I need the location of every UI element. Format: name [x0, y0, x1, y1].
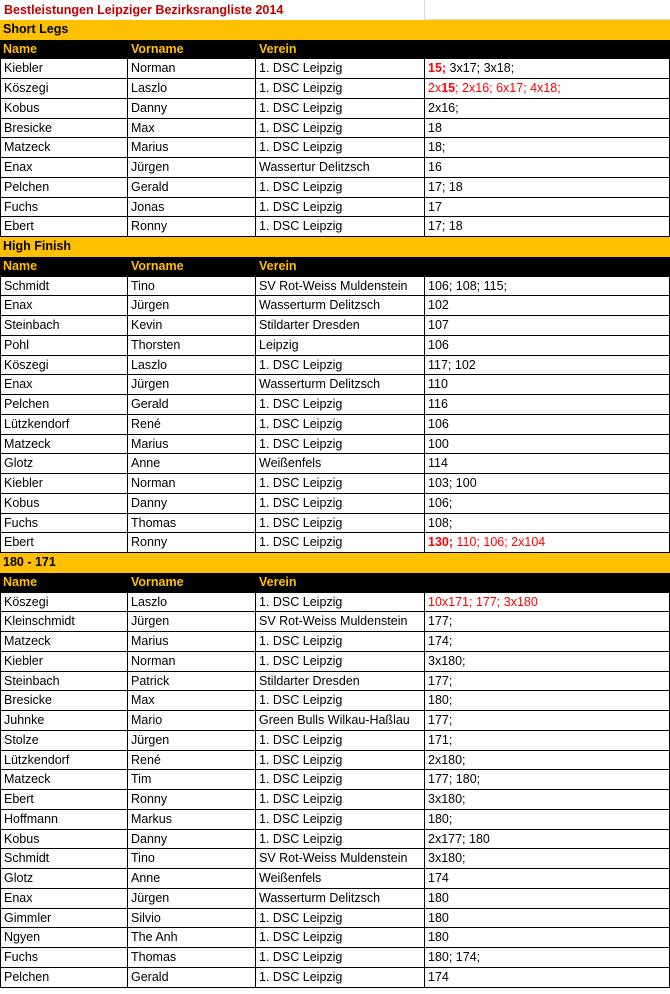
table-row: [0, 277, 670, 297]
vorname-cell: Marius: [128, 138, 256, 158]
table-row: [0, 59, 670, 79]
column-header-name: Name: [3, 574, 38, 589]
verein-cell: 1. DSC Leipzig: [256, 119, 425, 139]
column-header-name: Name: [3, 258, 38, 273]
name-cell: Gimmler: [0, 909, 128, 929]
name-cell: Glotz: [0, 454, 128, 474]
result-cell: [425, 435, 670, 455]
column-header-row: [0, 573, 670, 593]
vorname-cell: Max: [128, 119, 256, 139]
column-header-vorname: Vorname: [131, 41, 184, 56]
name-cell: Enax: [0, 889, 128, 909]
name-cell: Bresicke: [0, 119, 128, 139]
table-row: [0, 948, 670, 968]
table-row: [0, 514, 670, 534]
result-segment: 180;: [428, 693, 453, 708]
name-cell: Lützkendorf: [0, 751, 128, 771]
vorname-cell: Norman: [128, 652, 256, 672]
verein-cell: 1. DSC Leipzig: [256, 99, 425, 119]
name-cell: Köszegi: [0, 356, 128, 376]
table-row: [0, 790, 670, 810]
verein-cell: 1. DSC Leipzig: [256, 435, 425, 455]
name-cell: Enax: [0, 375, 128, 395]
name-cell: Juhnke: [0, 711, 128, 731]
result-cell: [425, 178, 670, 198]
column-header-value: [425, 573, 670, 593]
result-segment: 177;: [428, 614, 453, 629]
result-segment: 17; 18: [428, 219, 463, 234]
vorname-cell: Laszlo: [128, 79, 256, 99]
vorname-cell: René: [128, 415, 256, 435]
column-header-verein: Verein: [259, 41, 297, 56]
result-segment: 114: [428, 456, 448, 471]
result-segment: 107: [428, 318, 449, 332]
verein-cell: SV Rot-Weiss Muldenstein: [256, 277, 425, 297]
title-blank-cell: [425, 0, 670, 20]
table-row: [0, 138, 670, 158]
table-row: [0, 711, 670, 731]
result-cell: [425, 810, 670, 830]
verein-cell: 1. DSC Leipzig: [256, 790, 425, 810]
verein-cell: SV Rot-Weiss Muldenstein: [256, 612, 425, 632]
name-cell: Kleinschmidt: [0, 612, 128, 632]
verein-cell: 1. DSC Leipzig: [256, 514, 425, 534]
result-segment: 106: [428, 416, 449, 431]
result-cell: [425, 59, 670, 79]
name-cell: Hoffmann: [0, 810, 128, 830]
verein-cell: 1. DSC Leipzig: [256, 178, 425, 198]
result-segment: 171;: [428, 732, 453, 747]
vorname-cell: Norman: [128, 59, 256, 79]
vorname-cell: Jürgen: [128, 731, 256, 751]
result-cell: [425, 415, 670, 435]
section-header: [0, 237, 670, 257]
result-segment: 100: [428, 436, 449, 451]
result-cell: [425, 612, 670, 632]
table-row: [0, 336, 670, 356]
result-segment: 3x180;: [428, 653, 466, 668]
name-cell: Ngyen: [0, 928, 128, 948]
column-header-name: Name: [3, 41, 38, 56]
result-cell: [425, 533, 670, 553]
name-cell: Kiebler: [0, 474, 128, 494]
column-header-value: [425, 257, 670, 277]
result-segment: 110; 106; 2x104: [453, 535, 546, 550]
name-cell: Pelchen: [0, 178, 128, 198]
column-header-verein: Verein: [259, 258, 297, 273]
name-cell: Pelchen: [0, 968, 128, 988]
vorname-cell: Anne: [128, 454, 256, 474]
result-cell: [425, 514, 670, 534]
table-row: [0, 810, 670, 830]
verein-cell: 1. DSC Leipzig: [256, 593, 425, 613]
result-cell: [425, 830, 670, 850]
result-cell: [425, 770, 670, 790]
name-cell: Kobus: [0, 830, 128, 850]
result-cell: [425, 217, 670, 237]
result-segment: 180: [428, 930, 449, 945]
vorname-cell: Tino: [128, 849, 256, 869]
vorname-cell: Ronny: [128, 790, 256, 810]
vorname-cell: Danny: [128, 99, 256, 119]
result-segment: 102: [428, 298, 449, 313]
vorname-cell: Danny: [128, 494, 256, 514]
name-cell: Kiebler: [0, 59, 128, 79]
name-cell: Köszegi: [0, 79, 128, 99]
name-cell: Matzeck: [0, 770, 128, 790]
section-header: [0, 20, 670, 40]
table-row: [0, 217, 670, 237]
vorname-cell: Norman: [128, 474, 256, 494]
vorname-cell: Mario: [128, 711, 256, 731]
table-row: [0, 415, 670, 435]
name-cell: Kobus: [0, 99, 128, 119]
table-row: [0, 770, 670, 790]
result-cell: [425, 889, 670, 909]
vorname-cell: Ronny: [128, 533, 256, 553]
name-cell: Lützkendorf: [0, 415, 128, 435]
table-row: [0, 395, 670, 415]
result-cell: [425, 849, 670, 869]
name-cell: Fuchs: [0, 198, 128, 218]
result-segment: 2x16;: [428, 100, 459, 115]
vorname-cell: Thomas: [128, 948, 256, 968]
title-row: [0, 0, 670, 20]
vorname-cell: Markus: [128, 810, 256, 830]
verein-cell: 1. DSC Leipzig: [256, 691, 425, 711]
table-row: [0, 869, 670, 889]
result-cell: [425, 691, 670, 711]
table-row: [0, 454, 670, 474]
result-cell: [425, 158, 670, 178]
result-cell: [425, 711, 670, 731]
result-segment: 10x171; 177; 3x180: [428, 594, 538, 609]
result-segment: 108;: [428, 515, 453, 530]
result-cell: [425, 928, 670, 948]
verein-cell: Weißenfels: [256, 454, 425, 474]
verein-cell: 1. DSC Leipzig: [256, 474, 425, 494]
verein-cell: Wasserturm Delitzsch: [256, 296, 425, 316]
result-cell: [425, 198, 670, 218]
vorname-cell: Max: [128, 691, 256, 711]
result-segment: 177;: [428, 713, 453, 727]
table-row: [0, 474, 670, 494]
table-row: [0, 178, 670, 198]
result-segment: 2x: [428, 81, 442, 95]
result-segment: 106; 108; 115;: [428, 278, 508, 293]
result-segment: ; 2x16; 6x17; 4x18;: [455, 81, 561, 95]
result-segment: 18;: [428, 140, 446, 155]
result-cell: [425, 375, 670, 395]
result-cell: [425, 632, 670, 652]
verein-cell: 1. DSC Leipzig: [256, 652, 425, 672]
result-segment: 180: [428, 890, 449, 905]
result-segment: 174: [428, 969, 449, 984]
verein-cell: 1. DSC Leipzig: [256, 138, 425, 158]
result-cell: [425, 909, 670, 929]
result-segment: 2x177; 180: [428, 831, 490, 846]
verein-cell: Wasserturm Delitzsch: [256, 889, 425, 909]
name-cell: Steinbach: [0, 672, 128, 692]
name-cell: Kobus: [0, 494, 128, 514]
vorname-cell: The Anh: [128, 928, 256, 948]
table-row: [0, 533, 670, 553]
vorname-cell: Jürgen: [128, 296, 256, 316]
vorname-cell: Gerald: [128, 395, 256, 415]
vorname-cell: Patrick: [128, 672, 256, 692]
result-cell: [425, 99, 670, 119]
vorname-cell: Jürgen: [128, 889, 256, 909]
result-segment: 106: [428, 337, 449, 352]
result-segment: 177; 180;: [428, 772, 481, 787]
table-row: [0, 751, 670, 771]
vorname-cell: Jürgen: [128, 612, 256, 632]
verein-cell: 1. DSC Leipzig: [256, 632, 425, 652]
name-cell: Steinbach: [0, 316, 128, 336]
vorname-cell: Tim: [128, 770, 256, 790]
vorname-cell: Marius: [128, 435, 256, 455]
name-cell: Ebert: [0, 790, 128, 810]
verein-cell: 1. DSC Leipzig: [256, 928, 425, 948]
verein-cell: 1. DSC Leipzig: [256, 770, 425, 790]
table-row: [0, 119, 670, 139]
result-segment: 3x180;: [428, 792, 466, 806]
result-segment: 17; 18: [428, 179, 463, 194]
name-cell: Kiebler: [0, 652, 128, 672]
table-row: [0, 731, 670, 751]
verein-cell: Wasserturm Delitzsch: [256, 375, 425, 395]
section-title: Short Legs: [3, 21, 69, 36]
vorname-cell: René: [128, 751, 256, 771]
verein-cell: 1. DSC Leipzig: [256, 395, 425, 415]
table-row: [0, 356, 670, 376]
table-row: [0, 375, 670, 395]
vorname-cell: Gerald: [128, 968, 256, 988]
name-cell: Schmidt: [0, 277, 128, 297]
table-row: [0, 593, 670, 613]
vorname-cell: Silvio: [128, 909, 256, 929]
verein-cell: 1. DSC Leipzig: [256, 731, 425, 751]
page-title: Bestleistungen Leipziger Bezirksrangliste 2014: [0, 0, 425, 20]
table-row: [0, 99, 670, 119]
verein-cell: 1. DSC Leipzig: [256, 217, 425, 237]
vorname-cell: Thorsten: [128, 336, 256, 356]
vorname-cell: Laszlo: [128, 593, 256, 613]
name-cell: Bresicke: [0, 691, 128, 711]
verein-cell: Wassertur Delitzsch: [256, 158, 425, 178]
result-cell: [425, 652, 670, 672]
result-cell: [425, 672, 670, 692]
table-row: [0, 909, 670, 929]
result-segment: 103; 100: [428, 476, 477, 490]
vorname-cell: Marius: [128, 632, 256, 652]
result-cell: [425, 79, 670, 99]
verein-cell: 1. DSC Leipzig: [256, 533, 425, 553]
result-cell: [425, 968, 670, 988]
table-row: [0, 316, 670, 336]
verein-cell: 1. DSC Leipzig: [256, 415, 425, 435]
result-cell: [425, 395, 670, 415]
table-row: [0, 652, 670, 672]
verein-cell: 1. DSC Leipzig: [256, 59, 425, 79]
table-row: [0, 672, 670, 692]
section-title: High Finish: [3, 239, 72, 253]
vorname-cell: Jonas: [128, 198, 256, 218]
name-cell: Matzeck: [0, 632, 128, 652]
result-cell: [425, 138, 670, 158]
result-cell: [425, 336, 670, 356]
table-row: [0, 849, 670, 869]
table-row: [0, 79, 670, 99]
verein-cell: Stildarter Dresden: [256, 672, 425, 692]
vorname-cell: Gerald: [128, 178, 256, 198]
vorname-cell: Danny: [128, 830, 256, 850]
result-cell: [425, 316, 670, 336]
result-cell: [425, 593, 670, 613]
column-header-value: [425, 40, 670, 60]
verein-cell: 1. DSC Leipzig: [256, 909, 425, 929]
result-cell: [425, 494, 670, 514]
result-segment: 3x17; 3x18;: [446, 61, 515, 76]
result-segment: 116: [428, 397, 448, 411]
result-cell: [425, 948, 670, 968]
verein-cell: 1. DSC Leipzig: [256, 79, 425, 99]
name-cell: Ebert: [0, 217, 128, 237]
result-segment: 2x180;: [428, 752, 466, 767]
name-cell: Köszegi: [0, 593, 128, 613]
vorname-cell: Jürgen: [128, 158, 256, 178]
name-cell: Glotz: [0, 869, 128, 889]
result-cell: [425, 869, 670, 889]
vorname-cell: Jürgen: [128, 375, 256, 395]
verein-cell: SV Rot-Weiss Muldenstein: [256, 849, 425, 869]
result-segment: 177;: [428, 673, 453, 688]
result-segment: 180;: [428, 811, 453, 826]
result-cell: [425, 296, 670, 316]
table-row: [0, 494, 670, 514]
table-row: [0, 830, 670, 850]
name-cell: Enax: [0, 296, 128, 316]
result-cell: [425, 731, 670, 751]
result-segment: 174: [428, 871, 449, 885]
table-row: [0, 198, 670, 218]
table-row: [0, 968, 670, 988]
verein-cell: Weißenfels: [256, 869, 425, 889]
column-header-row: [0, 257, 670, 277]
name-cell: Pohl: [0, 336, 128, 356]
name-cell: Matzeck: [0, 138, 128, 158]
result-segment: 3x180;: [428, 851, 466, 866]
verein-cell: 1. DSC Leipzig: [256, 830, 425, 850]
name-cell: Schmidt: [0, 849, 128, 869]
table-row: [0, 928, 670, 948]
name-cell: Stolze: [0, 731, 128, 751]
verein-cell: 1. DSC Leipzig: [256, 494, 425, 514]
verein-cell: 1. DSC Leipzig: [256, 810, 425, 830]
table-row: [0, 889, 670, 909]
result-segment: 18: [428, 120, 442, 135]
sections-container: [0, 20, 670, 988]
verein-cell: Stildarter Dresden: [256, 316, 425, 336]
result-cell: [425, 454, 670, 474]
vorname-cell: Tino: [128, 277, 256, 297]
table-row: [0, 296, 670, 316]
verein-cell: 1. DSC Leipzig: [256, 948, 425, 968]
vorname-cell: Laszlo: [128, 356, 256, 376]
result-segment: 15;: [428, 61, 447, 76]
verein-cell: 1. DSC Leipzig: [256, 356, 425, 376]
table-row: [0, 691, 670, 711]
table-row: [0, 158, 670, 178]
result-cell: [425, 790, 670, 810]
name-cell: Ebert: [0, 533, 128, 553]
vorname-cell: Anne: [128, 869, 256, 889]
verein-cell: Green Bulls Wilkau-Haßlau: [256, 711, 425, 731]
name-cell: Fuchs: [0, 948, 128, 968]
section-title: 180 - 171: [3, 555, 56, 569]
vorname-cell: Thomas: [128, 514, 256, 534]
result-cell: [425, 356, 670, 376]
verein-cell: 1. DSC Leipzig: [256, 198, 425, 218]
verein-cell: 1. DSC Leipzig: [256, 751, 425, 771]
section-header: [0, 553, 670, 573]
table-row: [0, 612, 670, 632]
vorname-cell: Kevin: [128, 316, 256, 336]
result-cell: [425, 277, 670, 297]
result-segment: 16: [428, 160, 442, 174]
vorname-cell: Ronny: [128, 217, 256, 237]
column-header-verein: Verein: [259, 574, 297, 589]
table-row: [0, 435, 670, 455]
result-cell: [425, 474, 670, 494]
verein-cell: 1. DSC Leipzig: [256, 968, 425, 988]
column-header-vorname: Vorname: [131, 258, 184, 273]
result-segment: 174;: [428, 634, 453, 648]
result-cell: [425, 751, 670, 771]
column-header-vorname: Vorname: [131, 574, 184, 589]
result-segment: 180: [428, 910, 449, 925]
verein-cell: Leipzig: [256, 336, 425, 356]
column-header-row: [0, 40, 670, 60]
result-cell: [425, 119, 670, 139]
name-cell: Matzeck: [0, 435, 128, 455]
result-segment: 110: [428, 377, 448, 392]
table-row: [0, 632, 670, 652]
result-segment: 130;: [428, 535, 454, 550]
result-segment: 106;: [428, 495, 453, 510]
result-segment: 15: [441, 81, 456, 95]
name-cell: Enax: [0, 158, 128, 178]
result-segment: 180; 174;: [428, 950, 481, 964]
result-segment: 17: [428, 199, 442, 214]
result-segment: 117; 102: [428, 357, 476, 372]
name-cell: Pelchen: [0, 395, 128, 415]
name-cell: Fuchs: [0, 514, 128, 534]
